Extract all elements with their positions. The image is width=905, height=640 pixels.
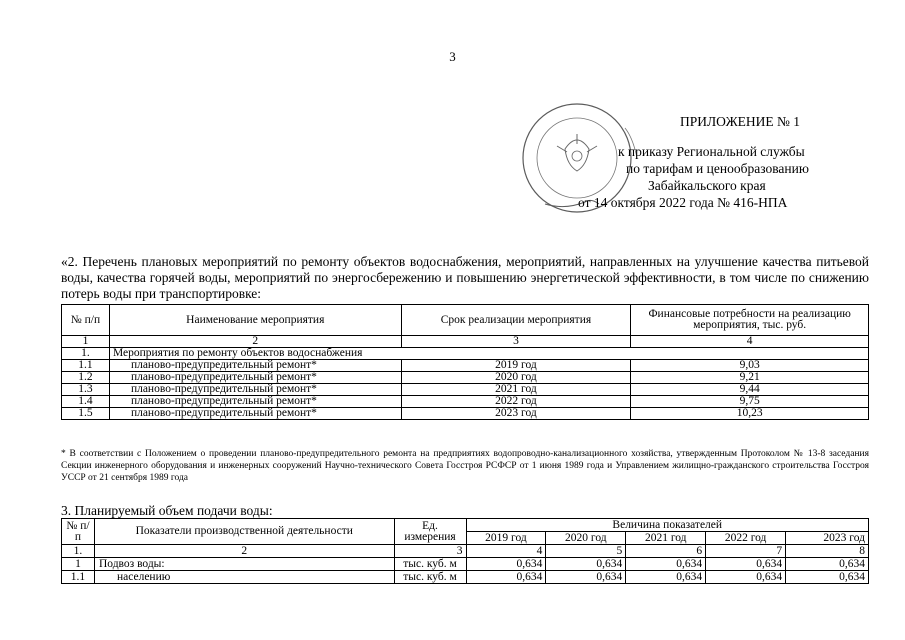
value-cell: 0,634 — [706, 558, 786, 571]
unit: тыс. куб. м — [394, 558, 466, 571]
year-header: 2021 год — [626, 532, 706, 545]
value-cell: 0,634 — [546, 571, 626, 584]
column-number: 1. — [62, 545, 95, 558]
measure-amount: 9,75 — [631, 396, 869, 408]
year-header: 2020 год — [546, 532, 626, 545]
column-number: 1 — [62, 336, 110, 348]
header-indicator: Показатели производственной деятельности — [94, 519, 394, 545]
year-header: 2022 год — [706, 532, 786, 545]
row-number: 1.2 — [62, 372, 110, 384]
header-values: Величина показателей — [466, 519, 869, 532]
table-header-row — [62, 305, 869, 336]
row-number: 1.1 — [62, 571, 95, 584]
value-cell: 0,634 — [706, 571, 786, 584]
header-cell: Финансовые потребности на реализацию мероприятия, тыс. руб. — [631, 305, 869, 336]
column-number: 6 — [626, 545, 706, 558]
page-number: 3 — [449, 49, 456, 64]
measure-amount: 10,23 — [631, 408, 869, 420]
table-row — [62, 558, 869, 571]
value-cell: 0,634 — [546, 558, 626, 571]
column-number: 3 — [394, 545, 466, 558]
row-number: 1.3 — [62, 384, 110, 396]
measure-term: 2021 год — [401, 384, 631, 396]
section-row — [62, 348, 869, 360]
column-number-row — [62, 545, 869, 558]
section-name: Мероприятия по ремонту объектов водоснабжения — [109, 348, 868, 360]
column-number: 5 — [546, 545, 626, 558]
table-row — [62, 408, 869, 420]
header-cell: Наименование мероприятия — [109, 305, 401, 336]
row-number: 1.5 — [62, 408, 110, 420]
column-number: 2 — [109, 336, 401, 348]
measure-amount: 9,44 — [631, 384, 869, 396]
appendix-line-2: по тарифам и ценообразованию — [626, 161, 809, 176]
value-cell: 0,634 — [626, 558, 706, 571]
measure-term: 2020 год — [401, 372, 631, 384]
appendix-line-3: Забайкальского края — [648, 178, 766, 193]
measure-name: планово-предупредительный ремонт* — [109, 372, 401, 384]
appendix-line-1: к приказу Региональной службы — [618, 144, 805, 159]
row-number: 1.4 — [62, 396, 110, 408]
measure-name: планово-предупредительный ремонт* — [109, 384, 401, 396]
year-header: 2023 год — [786, 532, 869, 545]
column-number: 8 — [786, 545, 869, 558]
measure-name: планово-предупредительный ремонт* — [109, 360, 401, 372]
column-number: 4 — [631, 336, 869, 348]
column-number: 2 — [94, 545, 394, 558]
column-number: 3 — [401, 336, 631, 348]
measure-name: планово-предупредительный ремонт* — [109, 408, 401, 420]
measure-amount: 9,21 — [631, 372, 869, 384]
repair-measures-table — [61, 304, 869, 420]
value-cell: 0,634 — [466, 571, 546, 584]
appendix-header — [578, 113, 896, 211]
table-row — [62, 384, 869, 396]
table-row — [62, 396, 869, 408]
table-row — [62, 571, 869, 584]
header-cell: № п/п — [62, 305, 110, 336]
appendix-title: ПРИЛОЖЕНИЕ № 1 — [680, 114, 801, 129]
table-row — [62, 372, 869, 384]
indicator-name: населению — [94, 571, 394, 584]
header-cell: Срок реализации мероприятия — [401, 305, 631, 336]
water-supply-volume-table — [61, 518, 869, 584]
row-number: 1 — [62, 558, 95, 571]
appendix-line-4: от 14 октября 2022 года № 416-НПА — [578, 195, 788, 210]
column-number-row — [62, 336, 869, 348]
header-unit: Ед. измерения — [394, 519, 466, 545]
unit: тыс. куб. м — [394, 571, 466, 584]
row-number: 1. — [62, 348, 110, 360]
indicator-name: Подвоз воды: — [94, 558, 394, 571]
value-cell: 0,634 — [626, 571, 706, 584]
table-header-row — [62, 519, 869, 532]
value-cell: 0,634 — [786, 571, 869, 584]
measure-amount: 9,03 — [631, 360, 869, 372]
column-number: 7 — [706, 545, 786, 558]
measure-term: 2019 год — [401, 360, 631, 372]
header-num: № п/п — [62, 519, 95, 545]
measure-name: планово-предупредительный ремонт* — [109, 396, 401, 408]
section-3-title: 3. Планируемый объем подачи воды: — [61, 503, 273, 518]
row-number: 1.1 — [62, 360, 110, 372]
year-header: 2019 год — [466, 532, 546, 545]
value-cell: 0,634 — [786, 558, 869, 571]
column-number: 4 — [466, 545, 546, 558]
table-row — [62, 360, 869, 372]
measure-term: 2022 год — [401, 396, 631, 408]
measure-term: 2023 год — [401, 408, 631, 420]
intro-paragraph: «2. Перечень плановых мероприятий по ремонту объектов водоснабжения, мероприятий, направленных на улучшение качества питьевой воды, качества горячей воды, мероприятий по энергосбережению и повышению энергетической эффективности, в том числе по снижению потерь воды при транспортировке: — [61, 254, 869, 301]
value-cell: 0,634 — [466, 558, 546, 571]
footnote: * В соответствии с Положением о проведении планово-предупредительного ремонта на предприятиях водопроводно-канализационного хозяйства, утвержденным Протоколом № 13-8 заседания Секции инженерного оборудования и инженерных сооружений Научно-технического Совета Госстроя РСФСР от 1 июня 1989 года и Управлением жилищно-гражданского строительства Госстроя УССР от 21 сентября 1989 года — [61, 449, 869, 483]
